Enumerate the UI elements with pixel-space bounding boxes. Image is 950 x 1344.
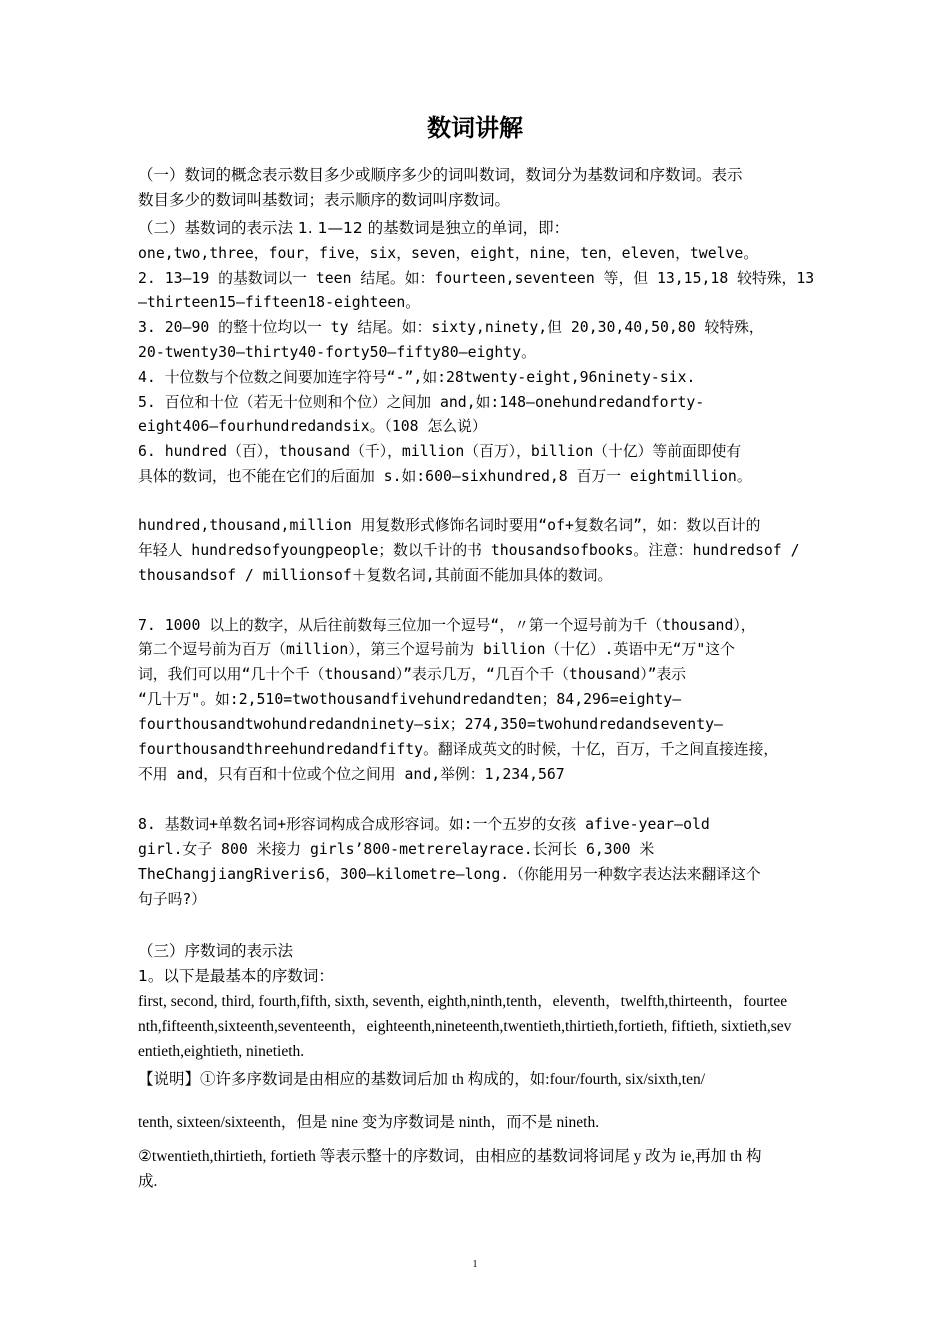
text-line: nth,fifteenth,sixteenth,seventeenth，eighteenth,nineteenth,twentieth,thirtieth,fortieth, fiftieth, sixtieth,sev: [138, 1018, 792, 1035]
text-line: tenth, sixteen/sixteenth，但是 nine 变为序数词是 ninth，而不是 nineth.: [138, 1114, 600, 1131]
text-line: 8. 基数词+单数名词+形容词构成合成形容词。如:一个五岁的女孩 afive-year—old: [138, 816, 710, 833]
text-line: fourthousandtwohundredandninety—six；274,350=twohundredandseventy—: [138, 716, 723, 733]
page-number: 1: [472, 1259, 478, 1270]
text-line: （二）基数词的表示法 1. 1—12 的基数词是独立的单词，即：: [138, 219, 570, 237]
text-line: 不用 and，只有百和十位或个位之间用 and,举例：1,234,567: [138, 766, 565, 783]
text-line: thousandsof / millionsof＋复数名词,其前面不能加具体的数词。: [138, 567, 613, 584]
document-title: 数词讲解: [427, 114, 523, 142]
text-line: 具体的数词，也不能在它们的后面加 s.如:600—sixhundred,8 百万一 eightmillion。: [138, 468, 752, 485]
text-line: 词，我们可以用“几十个千（thousand）”表示几万，“几百个千（thousand）”表示: [138, 666, 687, 683]
text-line: —thirteen15—fifteen18-eighteen。: [138, 294, 421, 311]
text-line: girl.女子 800 米接力 girls’800-metrerelayrace.长河长 6,300 米: [138, 841, 655, 858]
text-line: ②twentieth,thirtieth, fortieth 等表示整十的序数词，由相应的基数词将词尾 y 改为 ie,再加 th 构: [138, 1148, 762, 1165]
section-heading: （三）序数词的表示法: [138, 942, 294, 960]
text-line: fourthousandthreehundredandfifty。翻译成英文的时候，十亿，百万，千之间直接连接，: [138, 741, 779, 758]
text-line: 【说明】①许多序数词是由相应的基数词后加 th 构成的，如:four/fourth, six/sixth,ten/: [138, 1071, 706, 1088]
text-line: 句子吗?）: [138, 891, 207, 908]
text-line: 5. 百位和十位（若无十位则和个位）之间加 and,如:148—onehundredandforty-: [138, 394, 705, 411]
text-line: 成.: [138, 1173, 158, 1190]
text-line: 7. 1000 以上的数字，从后往前数每三位加一个逗号“，〃第一个逗号前为千（thousand），: [138, 617, 756, 634]
text-line: eight406—fourhundredandsix。（108 怎么说）: [138, 418, 487, 435]
text-line: first, second, third, fourth,fifth, sixth, seventh, eighth,ninth,tenth，eleventh，twelfth,thirteenth，fourtee: [138, 993, 788, 1010]
text-line: one,two,three，four，five，six，seven，eight，nine，ten，eleven，twelve。: [138, 245, 759, 262]
text-line: （一）数词的概念表示数目多少或顺序多少的词叫数词，数词分为基数词和序数词。表示: [138, 166, 743, 184]
text-line: hundred,thousand,million 用复数形式修饰名词时要用“of+复数名词”，如：数以百计的: [138, 517, 761, 534]
text-line: 1。以下是最基本的序数词：: [138, 967, 334, 985]
text-line: 数目多少的数词叫基数词；表示顺序的数词叫序数词。: [138, 191, 511, 209]
text-line: 6. hundred（百），thousand（千），million（百万），billion（十亿）等前面即使有: [138, 443, 742, 460]
text-line: 20-twenty30—thirty40-forty50—fifty80—eighty。: [138, 344, 536, 361]
text-line: 4. 十位数与个位数之间要加连字符号“-”,如:28twenty-eight,96ninety-six.: [138, 369, 696, 386]
text-line: 2. 13—19 的基数词以一 teen 结尾。如：fourteen,seventeen 等，但 13,15,18 较特殊，13: [138, 270, 815, 287]
text-line: entieth,eightieth, ninetieth.: [138, 1043, 305, 1060]
text-line: 第二个逗号前为百万（million），第三个逗号前为 billion（十亿）.英语中无“万"这个: [138, 641, 735, 658]
text-line: 年轻人 hundredsofyoungpeople；数以千计的书 thousandsofbooks。注意：hundredsof /: [138, 542, 800, 559]
text-line: TheChangjiangRiveris6，300—kilometre—long.（你能用另一种数字表达法来翻译这个: [138, 866, 761, 883]
text-line: “几十万"。如:2,510=twothousandfivehundredandten；84,296=eighty—: [138, 691, 682, 708]
text-line: 3. 20—90 的整十位均以一 ty 结尾。如：sixty,ninety,但 20,30,40,50,80 较特殊，: [138, 319, 764, 336]
